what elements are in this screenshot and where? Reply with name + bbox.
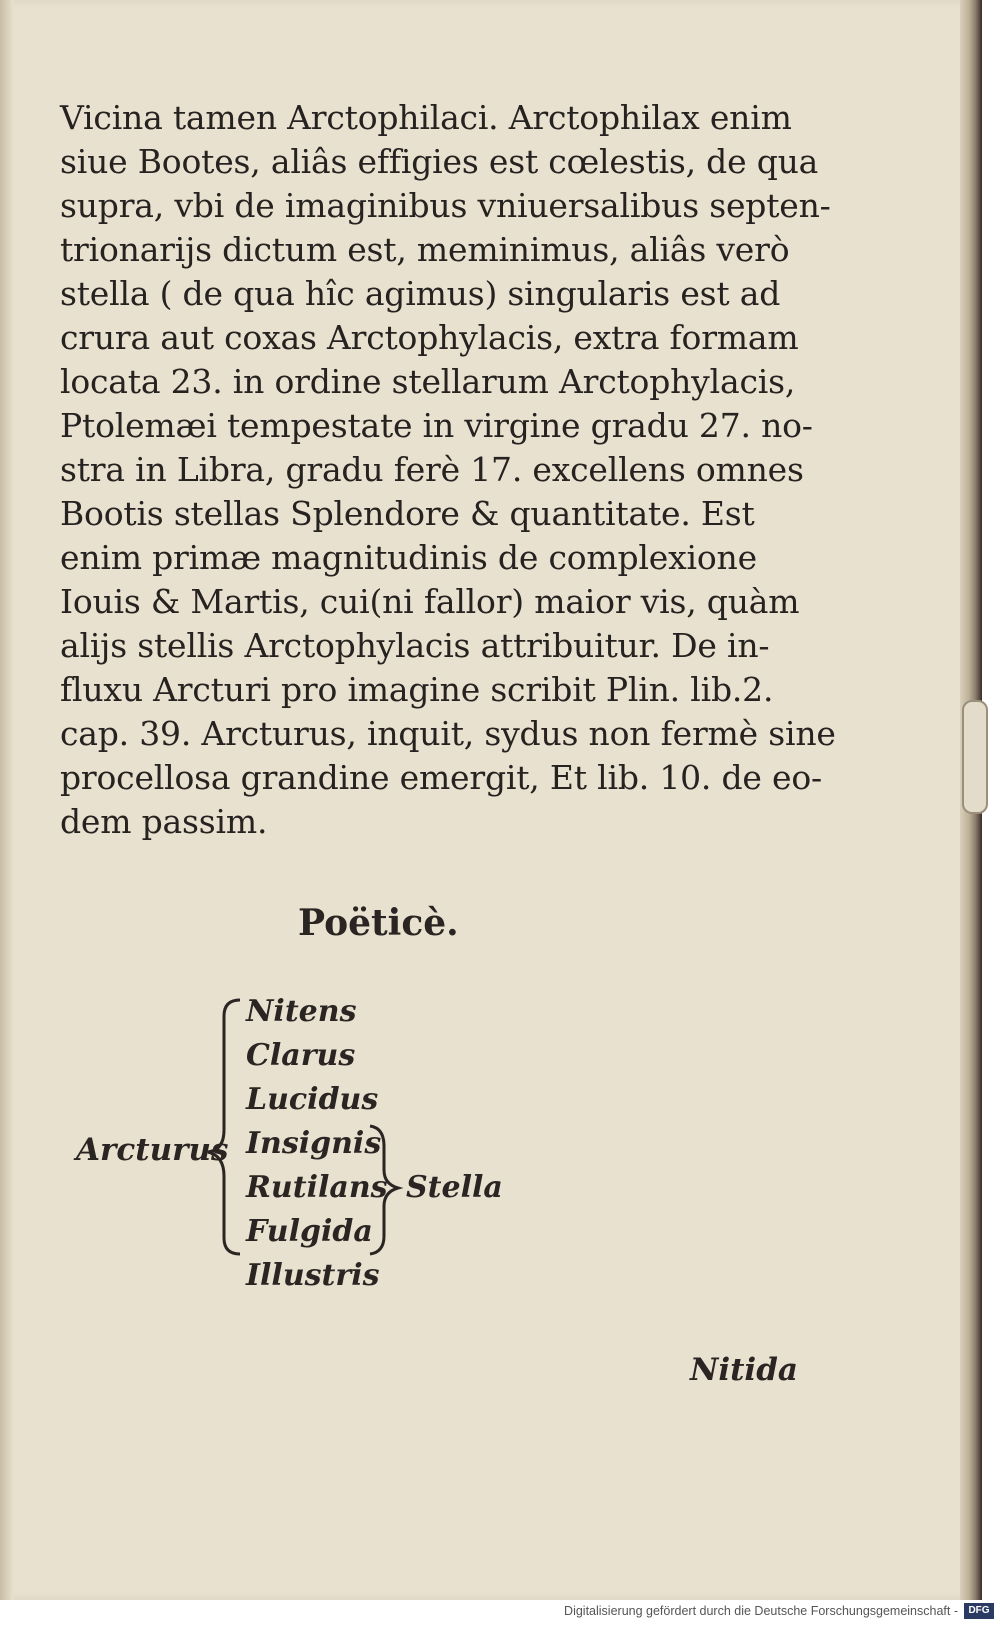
body-line: Vicina tamen Arctophilaci. Arctophilax enim xyxy=(60,98,792,137)
body-line: enim primæ magnitudinis de complexione xyxy=(60,538,757,577)
epithet-item: Rutilans xyxy=(246,1170,388,1205)
body-line: locata 23. in ordine stellarum Arctophylacis, xyxy=(60,362,796,401)
epithet-item: Nitens xyxy=(246,994,357,1029)
body-line: fluxu Arcturi pro imagine scribit Plin. lib.2. xyxy=(60,670,774,709)
body-line: stella ( de qua hîc agimus) singularis est ad xyxy=(60,274,781,313)
body-line: procellosa grandine emergit, Et lib. 10. de eo- xyxy=(60,758,822,797)
catchword: Nitida xyxy=(690,1352,798,1388)
section-heading: Poëticè. xyxy=(298,902,459,944)
subject-word: Arcturus xyxy=(76,1132,229,1168)
left-brace xyxy=(208,1000,240,1254)
body-line: supra, vbi de imaginibus vniuersalibus septen- xyxy=(60,186,831,225)
body-line: Ptolemæi tempestate in virgine gradu 27. no- xyxy=(60,406,813,445)
epithet-item: Clarus xyxy=(246,1038,356,1073)
dfg-logo: DFG xyxy=(964,1603,994,1619)
epithet-item: Illustris xyxy=(246,1258,380,1293)
epithet-item: Fulgida xyxy=(246,1214,373,1249)
epithet-item: Insignis xyxy=(246,1126,382,1161)
body-line: alijs stellis Arctophylacis attribuitur. De in- xyxy=(60,626,770,665)
body-line: Iouis & Martis, cui(ni fallor) maior vis, quàm xyxy=(60,582,800,621)
body-line: trionarijs dictum est, meminimus, aliâs verò xyxy=(60,230,790,269)
body-line: stra in Libra, gradu ferè 17. excellens omnes xyxy=(60,450,804,489)
noun-word: Stella xyxy=(406,1170,503,1205)
body-line: dem passim. xyxy=(60,802,268,841)
body-line: Bootis stellas Splendore & quantitate. Est xyxy=(60,494,755,533)
body-line: crura aut coxas Arctophylacis, extra formam xyxy=(60,318,799,357)
body-line: cap. 39. Arcturus, inquit, sydus non fermè sine xyxy=(60,714,836,753)
body-line: siue Bootes, aliâs effigies est cœlestis, de qua xyxy=(60,142,819,181)
funding-notice: Digitalisierung gefördert durch die Deutsche Forschungsgemeinschaft - xyxy=(564,1604,958,1618)
epithet-item: Lucidus xyxy=(246,1082,379,1117)
